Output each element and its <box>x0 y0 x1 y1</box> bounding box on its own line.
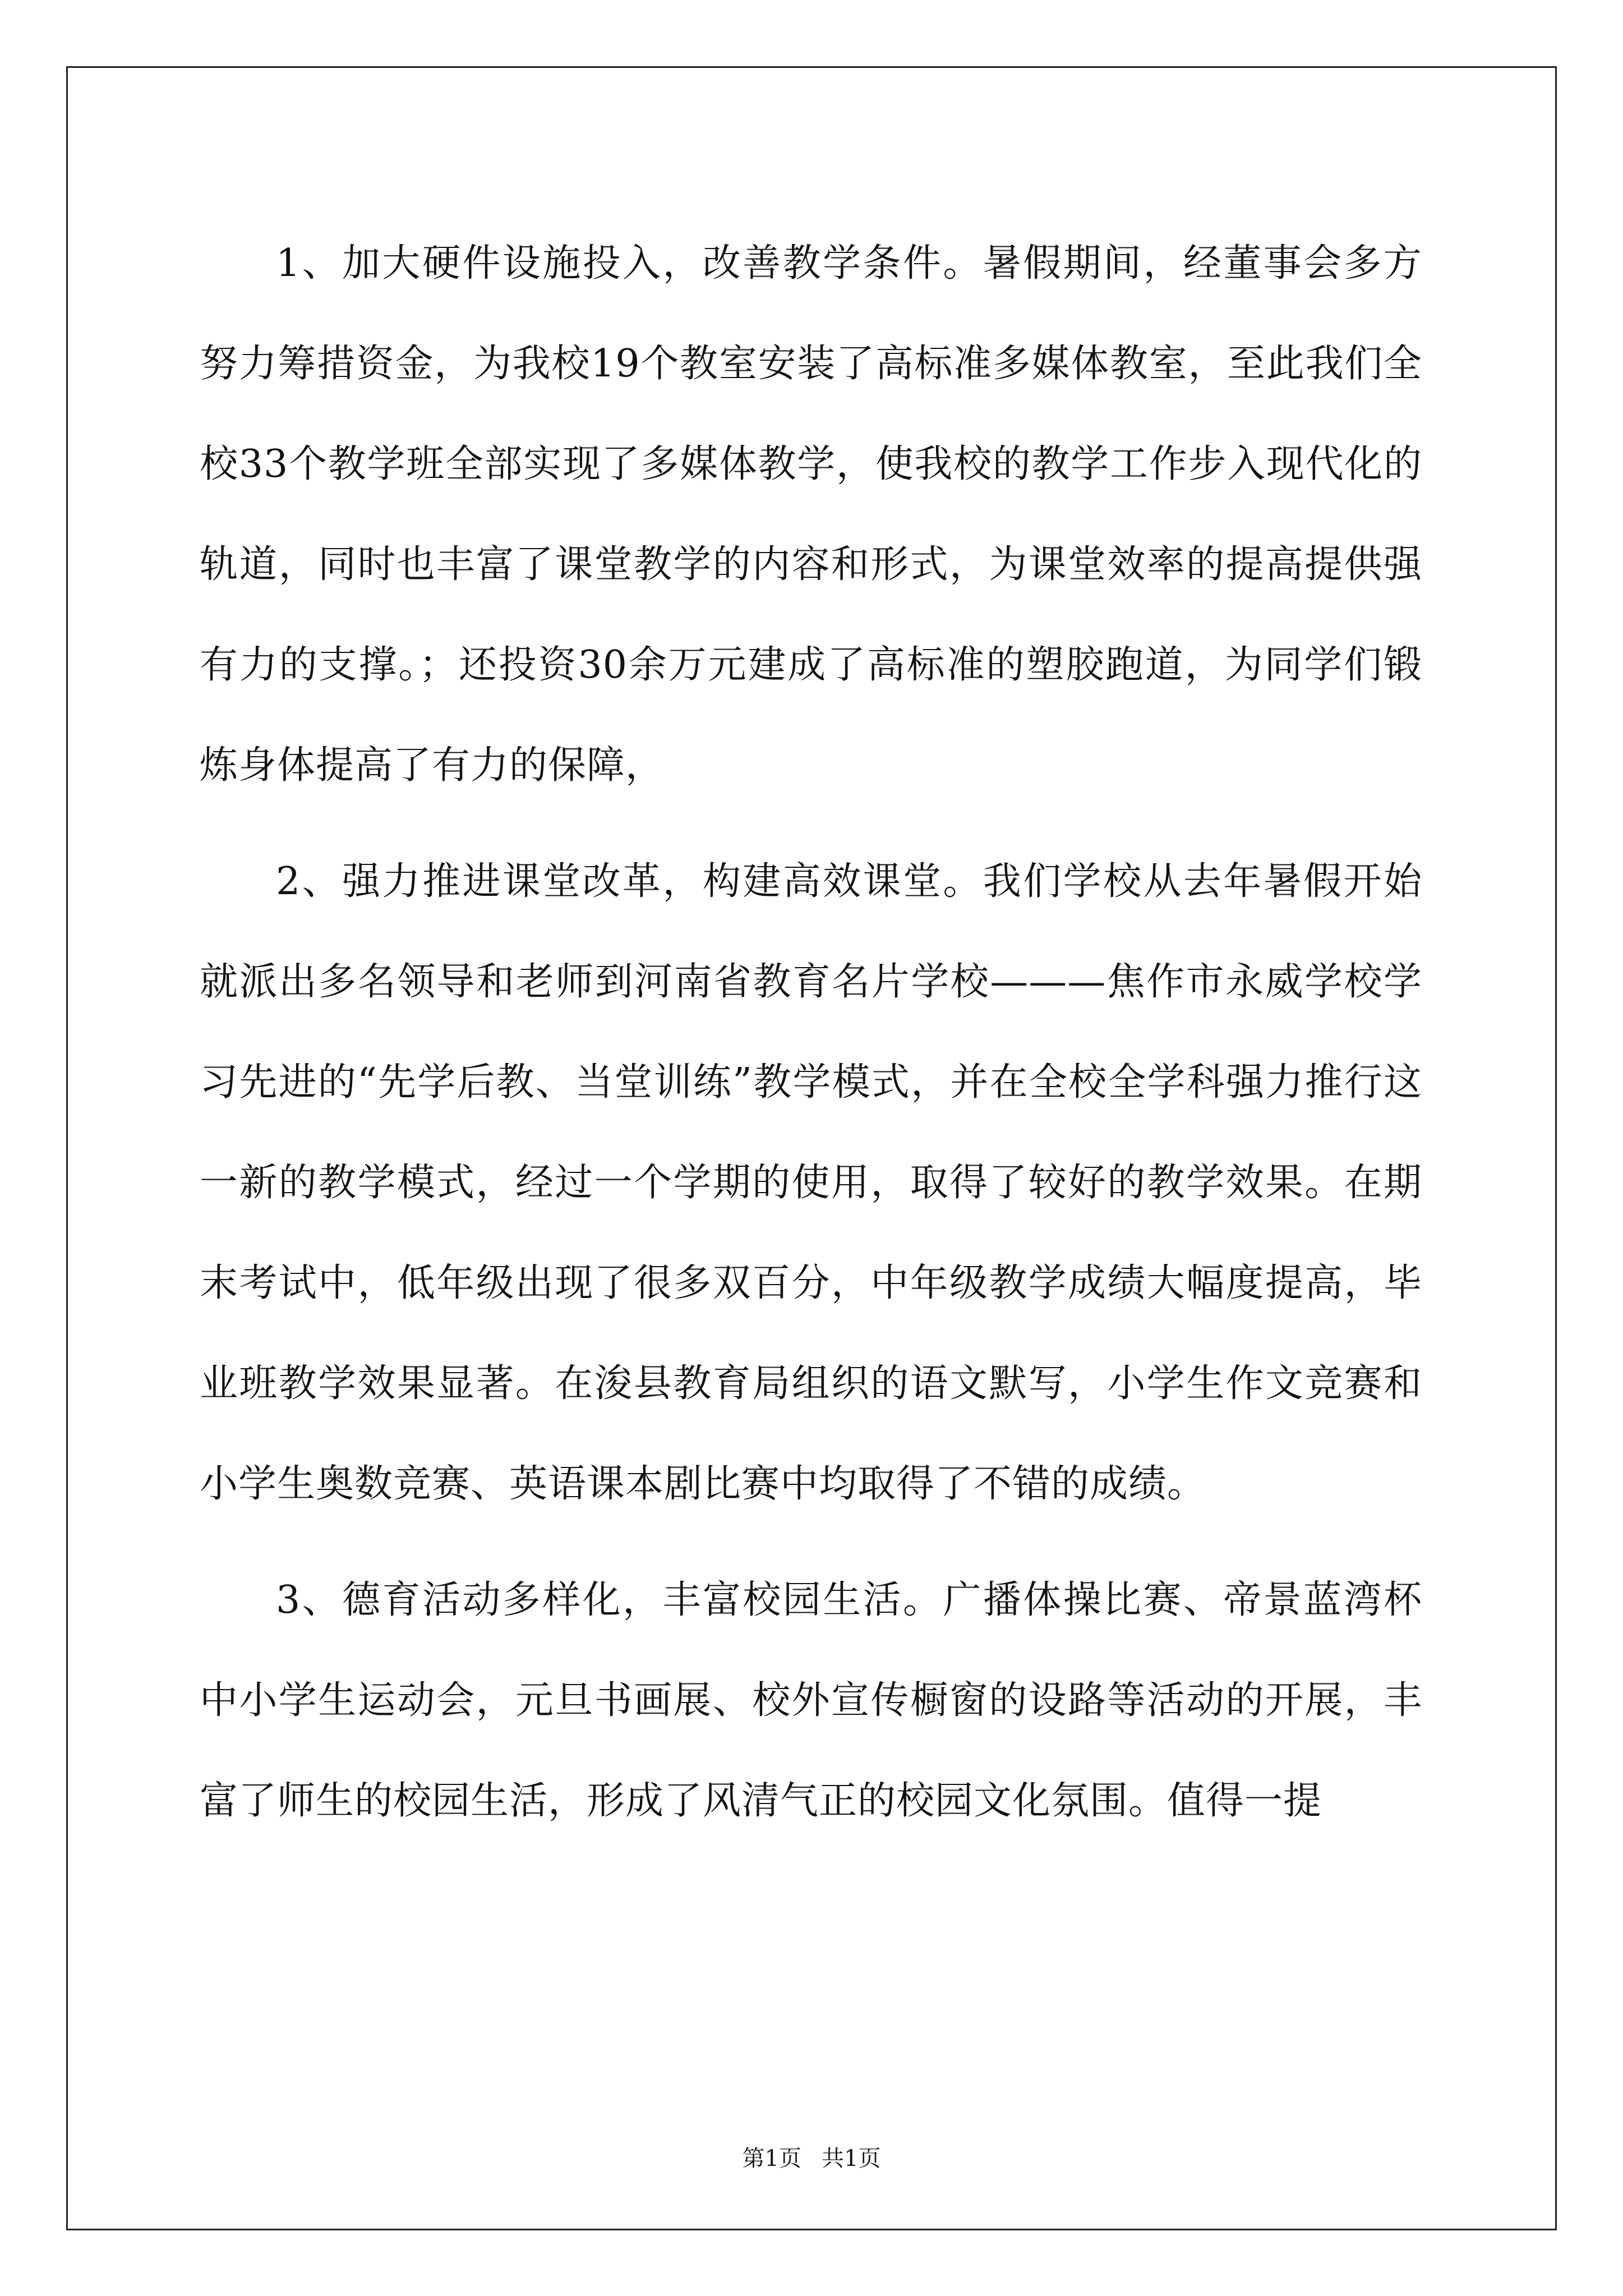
page-footer <box>0 2142 1623 2175</box>
page-total: 共1页 <box>822 2146 881 2171</box>
page-number: 第1页 <box>742 2146 801 2171</box>
paragraph-2: 2、强力推进课堂改革，构建高效课堂。我们学校从去年暑假开始就派出多名领导和老师到河南省教育名片学校———焦作市永威学校学习先进的“先学后教、当堂训练”教学模式，并在全校全学科强力推行这一新的教学模式，经过一个学期的使用，取得了较好的教学效果。在期末考试中，低年级出现了很多双百分，中年级教学成绩大幅度提高，毕业班教学效果显著。在浚县教育局组织的语文默写，小学生作文竞赛和小学生奥数竞赛、英语课本剧比赛中均取得了不错的成绩。 <box>200 859 1422 1506</box>
document-body <box>200 213 1422 1867</box>
paragraph-1: 1、加大硬件设施投入，改善教学条件。暑假期间，经董事会多方努力筹措资金，为我校19个教室安装了高标准多媒体教室，至此我们全校33个教学班全部实现了多媒体教学，使我校的教学工作步入现代化的轨道，同时也丰富了课堂教学的内容和形式，为课堂效率的提高提供强有力的支撑。；还投资30余万元建成了高标准的塑胶跑道，为同学们锻炼身体提高了有力的保障， <box>200 241 1422 788</box>
paragraph-3: 3、德育活动多样化，丰富校园生活。广播体操比赛、帝景蓝湾杯中小学生运动会，元旦书画展、校外宣传橱窗的设路等活动的开展，丰富了师生的校园生活，形成了风清气正的校园文化氛围。值得一提 <box>200 1578 1422 1823</box>
